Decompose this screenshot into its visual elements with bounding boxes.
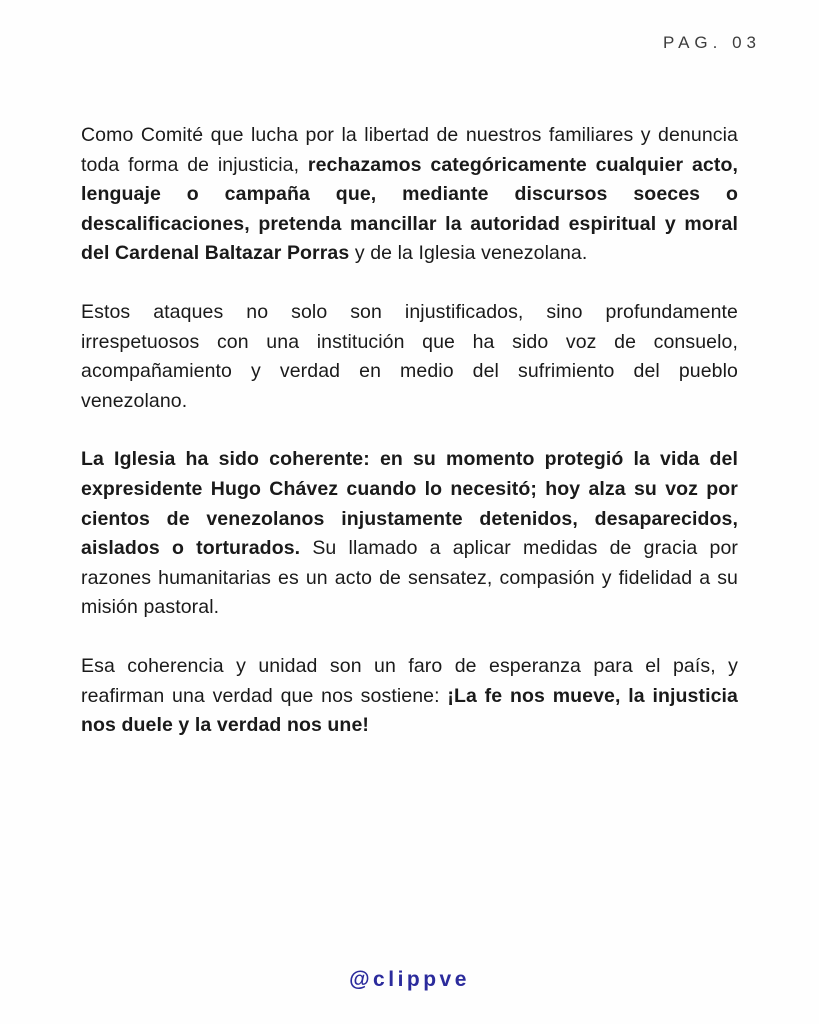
text-run-bold: ¡La fe nos mueve, la injusticia nos duele y la verdad nos une! [81,684,738,737]
text-run: y de la Iglesia venezolana. [349,242,588,265]
paragraph [81,652,738,741]
text-run: Esa coherencia y unidad son un faro de esperanza para el país, y reafirman una verdad que nos sostiene: [81,654,738,707]
text-run: Estos ataques no solo son injustificados, sino profundamente irrespetuosos con una institución que ha sido voz de consuelo, acompañamiento y verdad en medio del sufrimiento del pueblo venezolano. [81,300,738,412]
paragraph [81,445,738,623]
paragraph [81,298,738,416]
paragraph [81,121,738,269]
text-run-bold: rechazamos categóricamente cualquier acto, lenguaje o campaña que, mediante discursos soeces o descalificaciones, pretenda mancillar la autoridad espiritual y moral del Cardenal Baltazar Porras [81,153,738,265]
text-run: Como Comité que lucha por la libertad de nuestros familiares y denuncia toda forma de injusticia, [81,124,738,176]
text-run: Su llamado a aplicar medidas de gracia por razones humanitarias es un acto de sensatez, compasión y fidelidad a su misión pastoral. [81,537,738,619]
social-handle: @clippve [349,968,470,991]
text-run-bold: La Iglesia ha sido coherente: en su momento protegió la vida del expresidente Hugo Chávez cuando lo necesitó; hoy alza su voz por cientos de venezolanos injustamente detenidos, desaparecidos, aislados o torturados. [81,448,738,560]
document-body [81,121,738,770]
page-number-label: PAG. 03 [663,33,761,52]
page-footer [0,968,819,992]
